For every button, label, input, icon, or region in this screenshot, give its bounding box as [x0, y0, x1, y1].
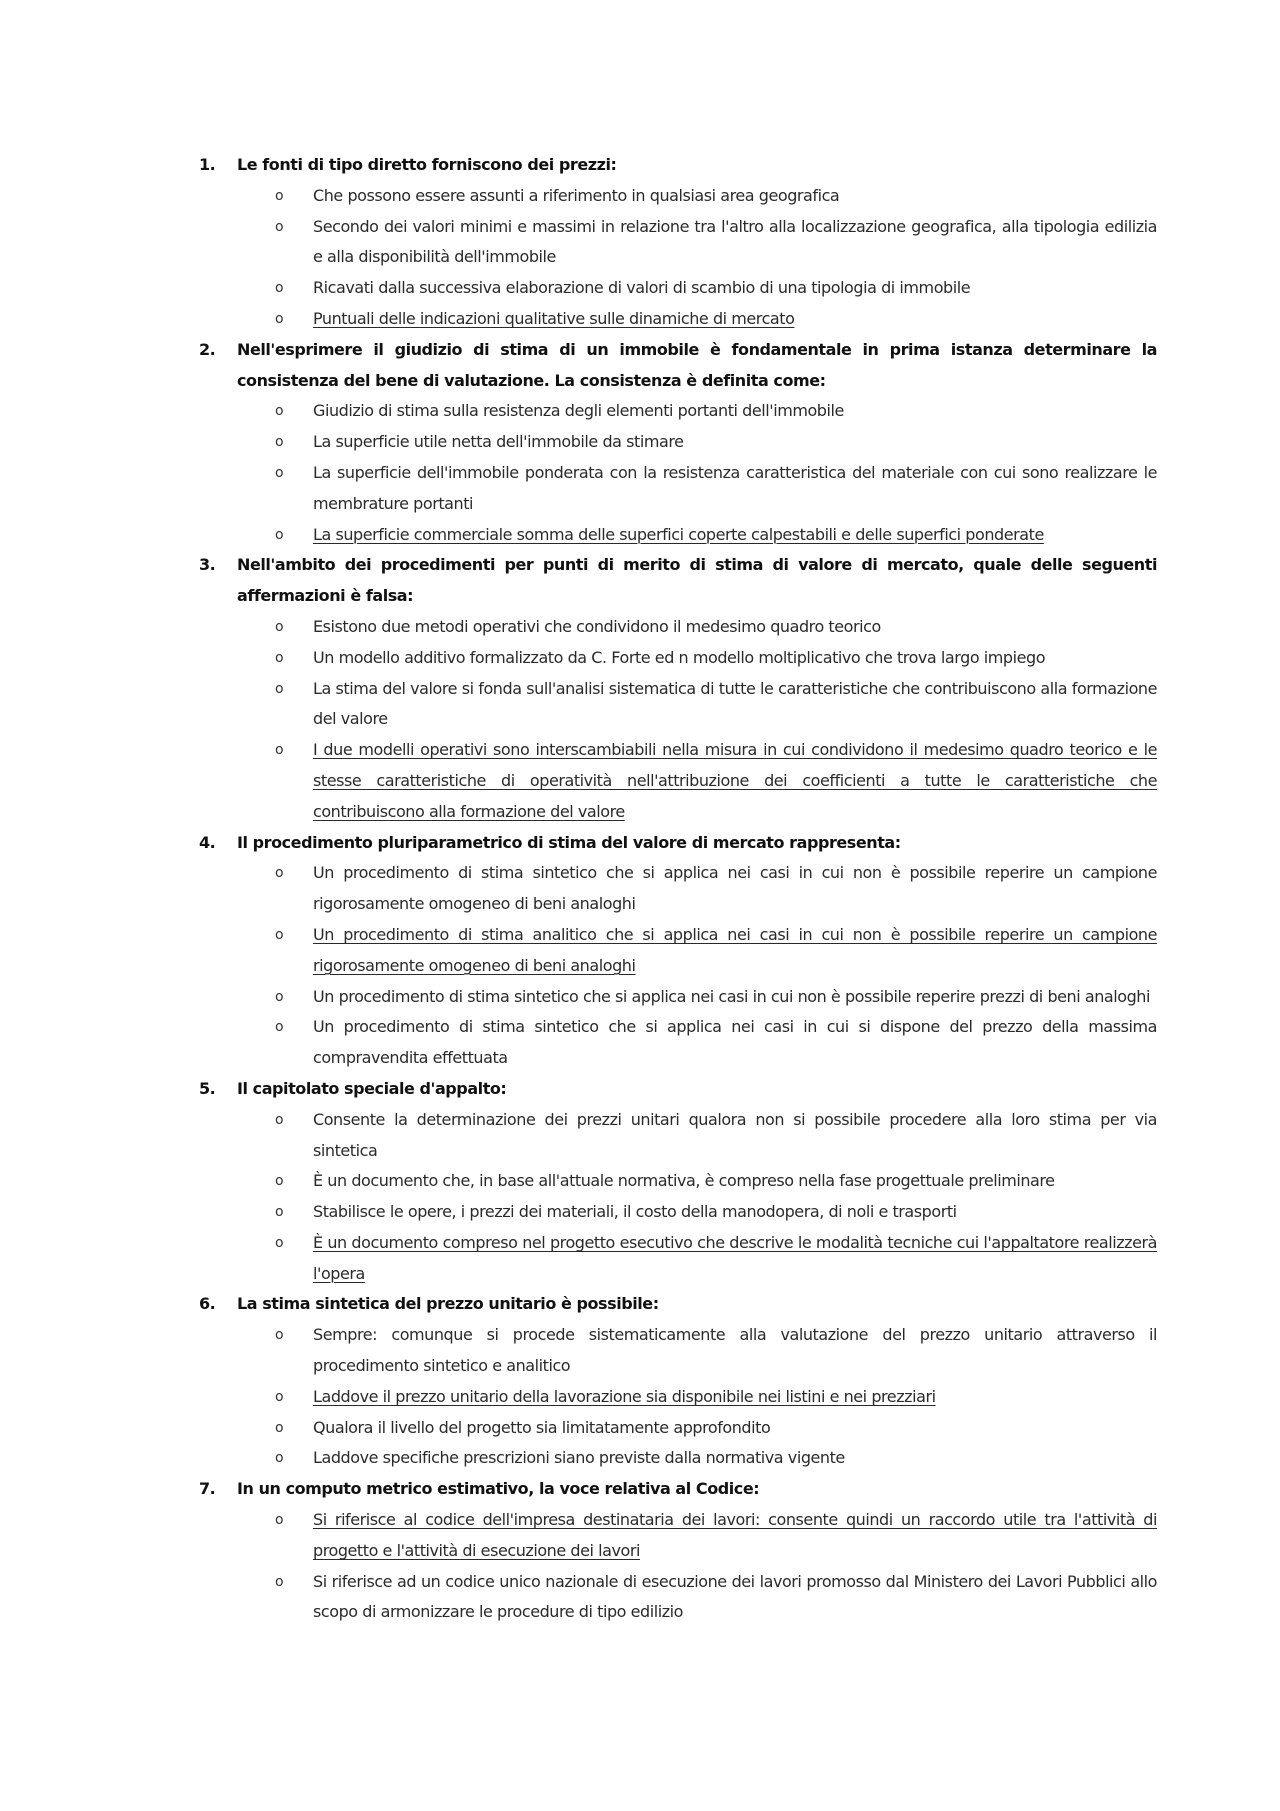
option-item: [275, 458, 1157, 520]
option-text: Qualora il livello del progetto sia limitatamente approfondito: [313, 1417, 771, 1437]
option-text: Si riferisce ad un codice unico nazionale di esecuzione dei lavori promosso dal Ministero dei Lavori Pubblici allo scopo di armonizzare le procedure di tipo edilizio: [313, 1571, 1157, 1622]
bullet-icon: o: [275, 218, 284, 235]
option-text: Esistono due metodi operativi che condividono il medesimo quadro teorico: [313, 616, 881, 636]
question-number: 3.: [199, 555, 216, 575]
bullet-icon: o: [275, 1019, 284, 1036]
bullet-icon: o: [275, 434, 284, 451]
options-list: [0, 1105, 1280, 1290]
options-list: [0, 1505, 1280, 1628]
option-item: [275, 982, 1157, 1013]
option-item: [275, 674, 1157, 736]
option-text: Che possono essere assunti a riferimento in qualsiasi area geografica: [313, 185, 840, 205]
question-label: La stima sintetica del prezzo unitario è possibile:: [237, 1294, 659, 1314]
option-text: La superficie commerciale somma delle superfici coperte calpestabili e delle superfici ponderate: [313, 524, 1044, 544]
question-label: Nell'esprimere il giudizio di stima di un immobile è fondamentale in prima istanza determinare la consistenza del bene di valutazione. La consistenza è definita come:: [237, 339, 1157, 390]
question-label: Il capitolato speciale d'appalto:: [237, 1078, 507, 1098]
bullet-icon: o: [275, 649, 284, 666]
option-text: La stima del valore si fonda sull'analisi sistematica di tutte le caratteristiche che contribuiscono alla formazione del valore: [313, 678, 1157, 729]
bullet-icon: o: [275, 1419, 284, 1436]
option-item: [275, 1166, 1157, 1197]
option-item: [275, 181, 1157, 212]
option-item-correct: [275, 1228, 1157, 1290]
bullet-icon: o: [275, 1388, 284, 1405]
option-item-correct: [275, 1382, 1157, 1413]
option-text: Laddove il prezzo unitario della lavorazione sia disponibile nei listini e nei prezziari: [313, 1386, 936, 1406]
option-text: La superficie dell'immobile ponderata con la resistenza caratteristica del materiale con cui sono realizzare le membrature portanti: [313, 462, 1157, 513]
question-text: [199, 335, 1157, 397]
question-label: Le fonti di tipo diretto forniscono dei prezzi:: [237, 155, 617, 174]
bullet-icon: o: [275, 310, 284, 327]
option-text: Un modello additivo formalizzato da C. Forte ed n modello moltiplicativo che trova largo impiego: [313, 647, 1046, 667]
option-text: Ricavati dalla successiva elaborazione di valori di scambio di una tipologia di immobile: [313, 278, 971, 298]
option-item: [275, 396, 1157, 427]
option-text: Consente la determinazione dei prezzi unitari qualora non si possibile procedere alla loro stima per via sintetica: [313, 1109, 1157, 1160]
question-block: [0, 150, 1280, 335]
question-label: Nell'ambito dei procedimenti per punti di merito di stima di valore di mercato, quale delle seguenti affermazioni è falsa:: [237, 555, 1157, 606]
option-item: [275, 1197, 1157, 1228]
question-text: [199, 1074, 1157, 1105]
option-item: [275, 273, 1157, 304]
option-item: [275, 1012, 1157, 1074]
option-item: [275, 212, 1157, 274]
option-text: Stabilisce le opere, i prezzi dei materiali, il costo della manodopera, di noli e trasporti: [313, 1202, 957, 1222]
option-item: [275, 1320, 1157, 1382]
question-label: Il procedimento pluriparametrico di stima del valore di mercato rappresenta:: [237, 832, 901, 852]
option-item: [275, 1443, 1157, 1474]
bullet-icon: o: [275, 1234, 284, 1251]
question-number: 5.: [199, 1078, 216, 1098]
option-text: La superficie utile netta dell'immobile da stimare: [313, 432, 684, 452]
option-text: Un procedimento di stima sintetico che si applica nei casi in cui non è possibile reperire prezzi di beni analoghi: [313, 986, 1150, 1006]
bullet-icon: o: [275, 988, 284, 1005]
bullet-icon: o: [275, 1327, 284, 1344]
question-block: [0, 335, 1280, 551]
question-block: [0, 1289, 1280, 1474]
question-block: [0, 1074, 1280, 1290]
bullet-icon: o: [275, 1573, 284, 1590]
bullet-icon: o: [275, 187, 284, 204]
option-item-correct: [275, 1505, 1157, 1567]
quiz-list: [0, 150, 1280, 1628]
bullet-icon: o: [275, 526, 284, 543]
question-number: 2.: [199, 339, 216, 359]
options-list: [0, 396, 1280, 550]
option-item-correct: [275, 520, 1157, 551]
question-number: 7.: [199, 1479, 216, 1499]
option-text: Puntuali delle indicazioni qualitative sulle dinamiche di mercato: [313, 308, 795, 328]
option-text: È un documento che, in base all'attuale normativa, è compreso nella fase progettuale preliminare: [313, 1171, 1055, 1191]
bullet-icon: o: [275, 403, 284, 420]
option-text: Secondo dei valori minimi e massimi in relazione tra l'altro alla localizzazione geografica, alla tipologia edilizia e alla disponibilità dell'immobile: [313, 216, 1157, 267]
bullet-icon: o: [275, 1204, 284, 1221]
bullet-icon: o: [275, 865, 284, 882]
bullet-icon: o: [275, 926, 284, 943]
option-text: Giudizio di stima sulla resistenza degli elementi portanti dell'immobile: [313, 401, 844, 421]
option-item: [275, 1413, 1157, 1444]
bullet-icon: o: [275, 680, 284, 697]
question-text: [199, 550, 1157, 612]
option-text: Un procedimento di stima analitico che si applica nei casi in cui non è possibile reperire un campione rigorosamente omogeneo di beni analoghi: [313, 924, 1157, 975]
question-number: 4.: [199, 832, 216, 852]
option-item: [275, 858, 1157, 920]
option-item-correct: [275, 304, 1157, 335]
bullet-icon: o: [275, 1173, 284, 1190]
option-item: [275, 612, 1157, 643]
bullet-icon: o: [275, 464, 284, 481]
question-text: [199, 150, 1157, 181]
option-item: [275, 1567, 1157, 1629]
option-item: [275, 643, 1157, 674]
option-text: Un procedimento di stima sintetico che si applica nei casi in cui si dispone del prezzo della massima compravendita effettuata: [313, 1017, 1157, 1068]
option-text: I due modelli operativi sono interscambiabili nella misura in cui condividono il medesimo quadro teorico e le stesse caratteristiche di operatività nell'attribuzione dei coefficienti a tutte le caratteristiche che contribuiscono alla formazione del valore: [313, 740, 1157, 821]
options-list: [0, 1320, 1280, 1474]
bullet-icon: o: [275, 280, 284, 297]
question-text: [199, 1474, 1157, 1505]
option-text: Sempre: comunque si procede sistematicamente alla valutazione del prezzo unitario attraverso il procedimento sintetico e analitico: [313, 1325, 1157, 1376]
bullet-icon: o: [275, 1512, 284, 1529]
option-text: È un documento compreso nel progetto esecutivo che descrive le modalità tecniche cui l'appaltatore realizzerà l'opera: [313, 1232, 1157, 1283]
question-text: [199, 1289, 1157, 1320]
option-item: [275, 427, 1157, 458]
option-text: Laddove specifiche prescrizioni siano previste dalla normativa vigente: [313, 1448, 845, 1468]
option-text: Un procedimento di stima sintetico che si applica nei casi in cui non è possibile reperire un campione rigorosamente omogeneo di beni analoghi: [313, 863, 1157, 914]
bullet-icon: o: [275, 1450, 284, 1467]
question-block: [0, 1474, 1280, 1628]
option-text: Si riferisce al codice dell'impresa destinataria dei lavori: consente quindi un raccordo utile tra l'attività di progetto e l'attività di esecuzione dei lavori: [313, 1510, 1157, 1560]
option-item: [275, 1105, 1157, 1167]
option-item-correct: [275, 735, 1157, 827]
bullet-icon: o: [275, 1111, 284, 1128]
question-block: [0, 550, 1280, 827]
question-number: 1.: [199, 155, 216, 174]
question-label: In un computo metrico estimativo, la voce relativa al Codice:: [237, 1479, 760, 1499]
options-list: [0, 858, 1280, 1074]
question-text: [199, 828, 1157, 859]
bullet-icon: o: [275, 742, 284, 759]
option-item-correct: [275, 920, 1157, 982]
bullet-icon: o: [275, 618, 284, 635]
question-number: 6.: [199, 1294, 216, 1314]
question-block: [0, 828, 1280, 1074]
options-list: [0, 612, 1280, 828]
options-list: [0, 181, 1280, 335]
